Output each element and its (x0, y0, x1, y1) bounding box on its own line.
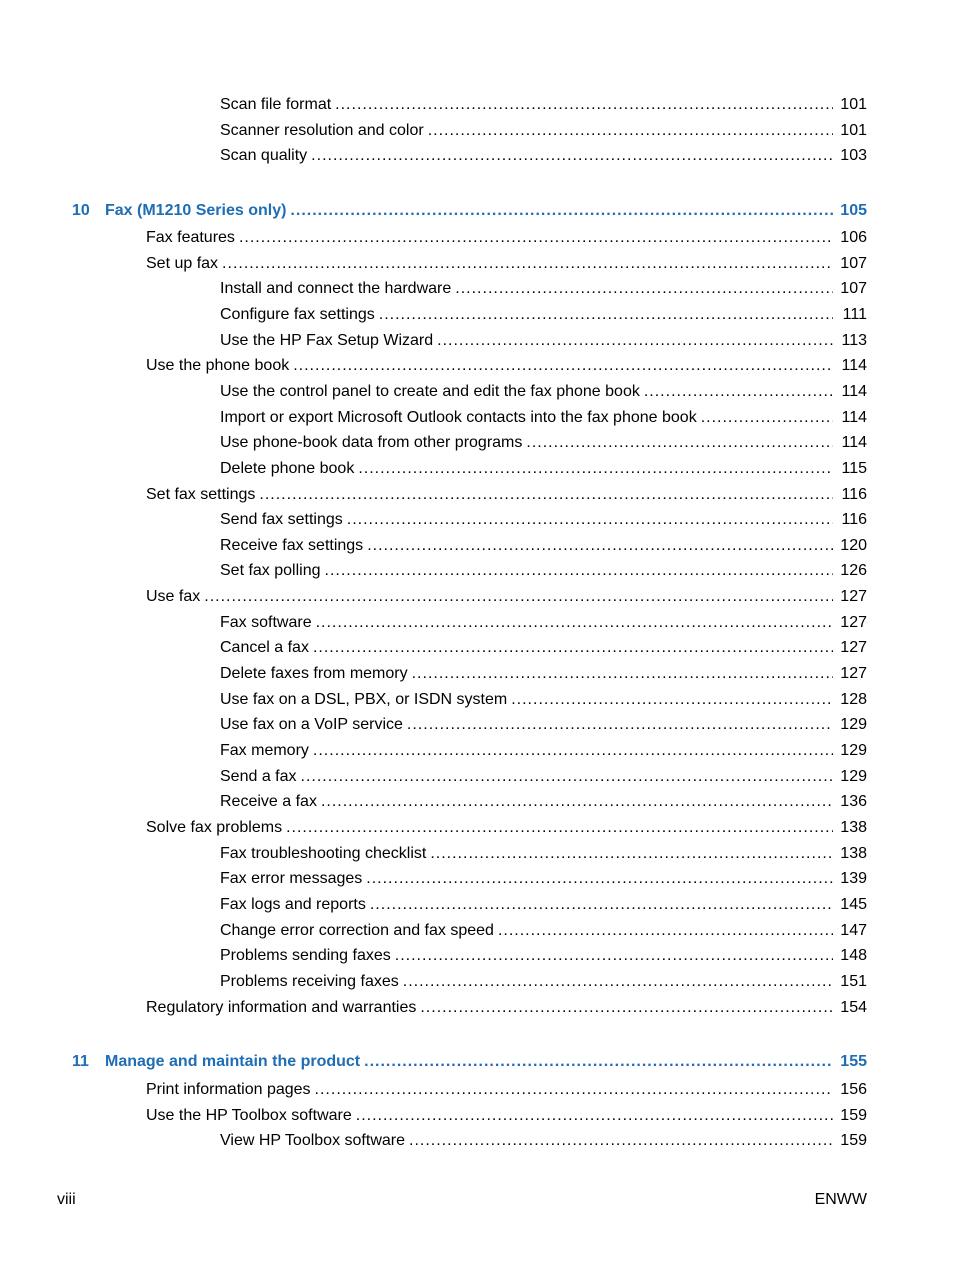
chapter-heading-11[interactable] (72, 1052, 867, 1072)
toc-entry[interactable] (220, 146, 867, 166)
toc-entry-page: 145 (840, 895, 867, 913)
toc-entry[interactable] (220, 638, 867, 658)
leader-dots (347, 510, 833, 530)
toc-entry[interactable] (146, 356, 867, 376)
toc-entry-page: 129 (840, 716, 867, 734)
leader-dots (498, 921, 833, 941)
toc-entry-title: Solve fax problems (146, 818, 283, 836)
toc-entry-page: 147 (840, 921, 867, 939)
leader-dots (286, 818, 833, 838)
leader-dots (290, 201, 833, 221)
toc-entry[interactable] (146, 1080, 867, 1100)
toc-entry[interactable] (220, 690, 867, 710)
leader-dots (356, 1106, 833, 1126)
toc-entry-page: 148 (840, 947, 867, 965)
leader-dots (313, 741, 833, 761)
toc-entry-title: View HP Toolbox software (220, 1132, 405, 1150)
leader-dots (313, 638, 833, 658)
toc-entry[interactable] (220, 792, 867, 812)
toc-entry-page: 126 (840, 562, 867, 580)
leader-dots (259, 485, 833, 505)
toc-entry[interactable] (220, 510, 867, 530)
leader-dots (379, 305, 833, 325)
leader-dots (301, 767, 834, 787)
toc-entry-page: 111 (842, 305, 867, 323)
toc-entry[interactable] (146, 1106, 867, 1126)
leader-dots (428, 121, 833, 141)
toc-entry[interactable] (220, 459, 867, 479)
toc-entry-page: 101 (840, 96, 867, 113)
toc-entry[interactable] (146, 998, 867, 1018)
toc-entry[interactable] (220, 305, 867, 325)
toc-entry-page: 106 (840, 229, 867, 246)
chapter-page: 155 (840, 1053, 867, 1070)
toc-entry-title: Send fax settings (220, 511, 343, 529)
leader-dots (420, 998, 833, 1018)
toc-entry-title: Fax troubleshooting checklist (220, 844, 427, 862)
toc-entry-title: Use phone-book data from other programs (220, 434, 523, 452)
toc-entry-title: Use fax on a VoIP service (220, 716, 403, 734)
leader-dots (430, 844, 833, 864)
toc-entry-title: Fax software (220, 613, 312, 631)
toc-entry[interactable] (220, 408, 867, 428)
toc-entry-page: 107 (840, 254, 867, 272)
toc-entry-title: Import or export Microsoft Outlook contacts into the fax phone book (220, 408, 697, 426)
toc-entry[interactable] (220, 767, 867, 787)
chapter-number: 11 (72, 1053, 89, 1070)
toc-entry-title: Change error correction and fax speed (220, 921, 494, 939)
leader-dots (409, 1131, 833, 1151)
toc-entry-title: Cancel a fax (220, 639, 309, 657)
toc-entry-title: Use the HP Fax Setup Wizard (220, 331, 434, 349)
toc-entry-title: Problems sending faxes (220, 947, 391, 965)
toc-entry-title: Receive a fax (220, 793, 317, 811)
toc-entry-page: 139 (840, 870, 867, 888)
toc-entry-page: 116 (841, 511, 867, 529)
toc-entry-title: Regulatory information and warranties (146, 998, 417, 1016)
leader-dots (407, 715, 833, 735)
chapter-title: Manage and maintain the product (105, 1053, 361, 1070)
toc-entry-title: Scan file format (220, 96, 332, 113)
toc-entry-page: 127 (840, 588, 867, 606)
leader-dots (364, 1052, 833, 1072)
leader-dots (335, 95, 833, 115)
toc-entry-page: 127 (840, 639, 867, 657)
toc-entry-title: Delete faxes from memory (220, 665, 408, 683)
toc-entry-title: Scanner resolution and color (220, 122, 424, 139)
leader-dots (455, 279, 833, 299)
leader-dots (367, 536, 833, 556)
chapter-page: 105 (840, 202, 867, 219)
toc-entry-page: 138 (840, 844, 867, 862)
leader-dots (395, 946, 833, 966)
toc-entry-page: 127 (840, 613, 867, 631)
toc-entry-page: 114 (841, 408, 867, 426)
toc-entry-title: Receive fax settings (220, 536, 364, 554)
toc-entry-title: Set fax polling (220, 562, 321, 580)
toc-entry-page: 120 (840, 536, 867, 554)
toc-entry-title: Use fax (146, 588, 201, 606)
leader-dots (644, 382, 833, 402)
toc-entry[interactable] (220, 869, 867, 889)
page-number: viii (57, 1191, 76, 1208)
leader-dots (701, 408, 833, 428)
toc-entry-page: 159 (840, 1106, 867, 1124)
leader-dots (321, 792, 833, 812)
toc-entry[interactable] (220, 279, 867, 299)
leader-dots (311, 146, 833, 166)
toc-entry-page: 101 (840, 122, 867, 139)
leader-dots (222, 254, 833, 274)
toc-entry-page: 114 (841, 357, 867, 375)
toc-entry-title: Set up fax (146, 254, 219, 272)
toc-entry[interactable] (220, 561, 867, 581)
toc-entry[interactable] (220, 1131, 867, 1151)
toc-entry-page: 103 (840, 147, 867, 164)
toc-entry[interactable] (220, 715, 867, 735)
toc-entry[interactable] (220, 921, 867, 941)
toc-entry-page: 114 (841, 382, 867, 400)
toc-entry-title: Use fax on a DSL, PBX, or ISDN system (220, 690, 508, 708)
chapter-number: 10 (72, 202, 90, 219)
toc-entry[interactable] (220, 613, 867, 633)
toc-entry[interactable] (220, 972, 867, 992)
toc-entry[interactable] (220, 895, 867, 915)
toc-entry[interactable] (146, 587, 867, 607)
toc-entry-title: Fax memory (220, 742, 309, 759)
leader-dots (239, 228, 833, 248)
toc-entry-title: Use the phone book (146, 357, 290, 375)
leader-dots (316, 613, 833, 633)
chapter-heading-10[interactable] (72, 201, 867, 221)
toc-entry[interactable] (146, 818, 867, 838)
leader-dots (366, 869, 833, 889)
toc-entry[interactable] (220, 121, 867, 141)
leader-dots (315, 1080, 833, 1100)
toc-entry-page: 128 (840, 690, 867, 708)
toc-entry-page: 114 (841, 434, 867, 452)
toc-entry-title: Scan quality (220, 147, 308, 164)
leader-dots (511, 690, 833, 710)
toc-entry[interactable] (220, 741, 867, 761)
toc-entry-title: Problems receiving faxes (220, 972, 399, 990)
leader-dots (370, 895, 833, 915)
leader-dots (437, 331, 833, 351)
toc-entry[interactable] (220, 946, 867, 966)
toc-entry-page: 113 (841, 331, 867, 349)
toc-entry[interactable] (146, 485, 867, 505)
toc-entry-title: Print information pages (146, 1081, 311, 1098)
toc-entry-title: Configure fax settings (220, 305, 375, 323)
toc-entry[interactable] (220, 433, 867, 453)
toc-entry-title: Fax error messages (220, 870, 363, 888)
toc-entry-page: 107 (840, 280, 867, 298)
toc-entry-title: Set fax settings (146, 485, 256, 503)
leader-dots (412, 664, 833, 684)
toc-entry-page: 136 (840, 793, 867, 811)
toc-entry-page: 156 (840, 1081, 867, 1098)
toc-entry-page: 115 (841, 459, 867, 477)
toc-entry-title: Send a fax (220, 767, 297, 785)
toc-entry[interactable] (146, 254, 867, 274)
toc-entry[interactable] (220, 664, 867, 684)
toc-entry[interactable] (220, 382, 867, 402)
toc-entry-title: Fax logs and reports (220, 895, 366, 913)
toc-entry[interactable] (220, 331, 867, 351)
leader-dots (325, 561, 833, 581)
toc-entry-title: Use the HP Toolbox software (146, 1106, 352, 1124)
toc-entry-page: 129 (840, 767, 867, 785)
toc-entry[interactable] (220, 536, 867, 556)
toc-entry[interactable] (220, 95, 867, 115)
footer-label: ENWW (814, 1191, 867, 1208)
toc-entry-page: 127 (840, 665, 867, 683)
leader-dots (526, 433, 833, 453)
toc-entry[interactable] (220, 844, 867, 864)
toc-entry-page: 129 (840, 742, 867, 759)
toc-entry-title: Use the control panel to create and edit the fax phone book (220, 382, 640, 400)
toc-entry-title: Fax features (146, 229, 235, 246)
leader-dots (293, 356, 833, 376)
toc-entry-page: 138 (840, 818, 867, 836)
leader-dots (403, 972, 833, 992)
leader-dots (204, 587, 833, 607)
toc-entry-title: Delete phone book (220, 459, 355, 477)
toc-entry[interactable] (146, 228, 867, 248)
toc-entry-page: 151 (840, 972, 867, 990)
leader-dots (358, 459, 833, 479)
toc-entry-page: 154 (840, 998, 867, 1016)
toc-entry-page: 159 (840, 1132, 867, 1150)
toc-entry-page: 116 (841, 485, 867, 503)
chapter-title: Fax (M1210 Series only) (105, 202, 287, 219)
toc-entry-title: Install and connect the hardware (220, 280, 452, 298)
